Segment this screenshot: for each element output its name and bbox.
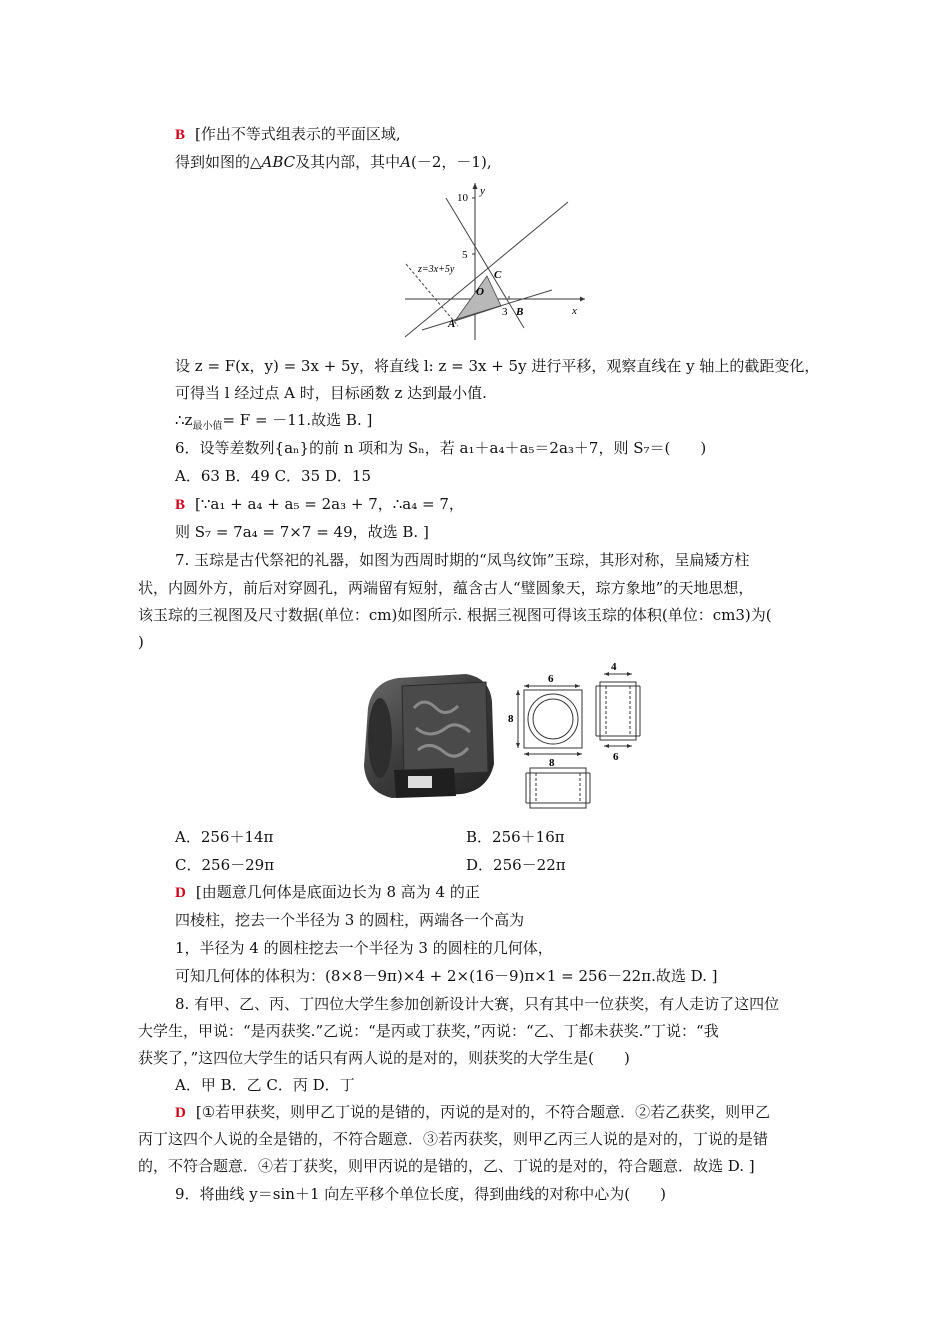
q7-stem-line4: ) (138, 633, 144, 651)
svg-text:8: 8 (508, 713, 514, 725)
three-views-figure (508, 660, 658, 815)
q6-solution-line2: 则 S₇ = 7a₄ = 7×7 = 49，故选 B. ] (175, 523, 429, 541)
q7-answer: D (175, 885, 186, 901)
side-view (596, 661, 640, 763)
q6-solution-line1: B [∵a₁ + a₄ + a₅ = 2a₃ + 7，∴a₄ = 7， (175, 495, 464, 513)
svg-text:5: 5 (462, 249, 468, 261)
svg-text:x: x (572, 305, 577, 317)
q7-option-b: B．256＋16π (466, 828, 565, 846)
q8-solution-line2: 丙丁这四个人说的全是错的，不符合题意．③若丙获奖，则甲乙丙三人说的是对的，丁说的是错 (138, 1130, 769, 1148)
svg-text:3: 3 (502, 306, 508, 318)
q8-stem-line3: 获奖了，”这四位大学生的话只有两人说的是对的，则获奖的大学生是( ) (138, 1049, 630, 1067)
q5-answer: B (175, 127, 186, 143)
svg-text:z=3x+5y: z=3x+5y (418, 264, 455, 275)
q6-options: A．63 B．49 C．35 D．15 (175, 467, 372, 485)
q7-option-d: D．256－22π (466, 856, 566, 874)
q5-solution-line4: 可得当 l 经过点 A 时，目标函数 z 达到最小值. (175, 384, 487, 402)
q6-answer: B (175, 497, 186, 513)
svg-text:O: O (476, 286, 484, 298)
jade-cong-photo (358, 668, 498, 803)
q8-solution-line3: 的，不符合题意．④若丁获奖，则甲丙说的是错的，乙、丁说的是对的，符合题意．故选 D. ] (138, 1157, 755, 1175)
q7-solution-line3: 1，半径为 4 的圆柱挖去一个半径为 3 的圆柱的几何体， (175, 939, 553, 957)
q8-stem-line1: 8. 有甲、乙、丙、丁四位大学生参加创新设计大赛，只有其中一位获奖，有人走访了这四位 (175, 995, 780, 1013)
q8-stem-line2: 大学生，甲说：“是丙获奖.”乙说：“是丙或丁获奖，”丙说：“乙、丁都未获奖.”丁说：“我 (138, 1022, 719, 1040)
q7-option-a: A．256＋14π (175, 828, 274, 846)
svg-text:6: 6 (613, 751, 619, 763)
front-view (508, 673, 582, 769)
q5-solution-line1: B [作出不等式组表示的平面区域, (175, 125, 401, 143)
q5-solution-line2: 得到如图的△ABC及其内部，其中A(－2，－1), (175, 153, 492, 171)
q9-stem: 9．将曲线 y＝sin＋1 向左平移个单位长度，得到曲线的对称中心为( ) (175, 1185, 666, 1203)
svg-text:A: A (448, 318, 456, 330)
q7-stem-line1: 7. 玉琮是古代祭祀的礼器，如图为西周时期的“凤鸟纹饰”玉琮，其形对称，呈扁矮方柱 (175, 551, 750, 569)
svg-text:4: 4 (611, 661, 617, 673)
q8-options: A．甲 B．乙 C．丙 D．丁 (175, 1076, 355, 1094)
q7-solution-line4: 可知几何体的体积为：(8×8－9π)×4 + 2×(16－9)π×1 = 256－22π.故选 D. ] (175, 967, 718, 985)
q5-solution-line5: $\therefore z_{最小值}= F = -11$.故选 B. ] (175, 411, 373, 432)
q8-answer: D (175, 1105, 186, 1121)
q7-solution-line1: D [由题意几何体是底面边长为 8 高为 4 的正 (175, 883, 480, 901)
q7-option-c: C．256－29π (175, 856, 275, 874)
q5-solution-line3: 设 z = F(x，y) = 3x + 5y，将直线 l: z = 3x + 5y 进行平移，观察直线在 y 轴上的截距变化， (175, 357, 820, 375)
svg-text:C: C (494, 269, 502, 281)
q7-stem-line2: 状，内圆外方，前后对穿圆孔，两端留有短射，蕴含古人“璧圆象天，琮方象地”的天地思想， (138, 579, 754, 597)
svg-text:6: 6 (548, 673, 554, 685)
q8-solution-line1: D [①若甲获奖，则甲乙丁说的是错的，丙说的是对的，不符合题意．②若乙获奖，则甲乙 (175, 1103, 771, 1121)
svg-text:8: 8 (549, 757, 555, 769)
q7-solution-line2: 四棱柱，挖去一个半径为 3 的圆柱，两端各一个高为 (175, 911, 525, 929)
svg-text:y: y (480, 185, 485, 197)
svg-text:B: B (516, 306, 524, 318)
top-view (526, 768, 590, 808)
svg-text:10: 10 (457, 192, 468, 204)
q7-stem-line3: 该玉琮的三视图及尺寸数据(单位：cm)如图所示. 根据三视图可得该玉琮的体积(单位：cm3)为( (138, 606, 772, 624)
q6-stem: 6．设等差数列{aₙ}的前 n 项和为 Sₙ，若 a₁＋a₄＋a₅＝2a₃＋7，则 S₇＝( ) (175, 439, 707, 457)
q5-feasible-region-figure (400, 180, 590, 345)
